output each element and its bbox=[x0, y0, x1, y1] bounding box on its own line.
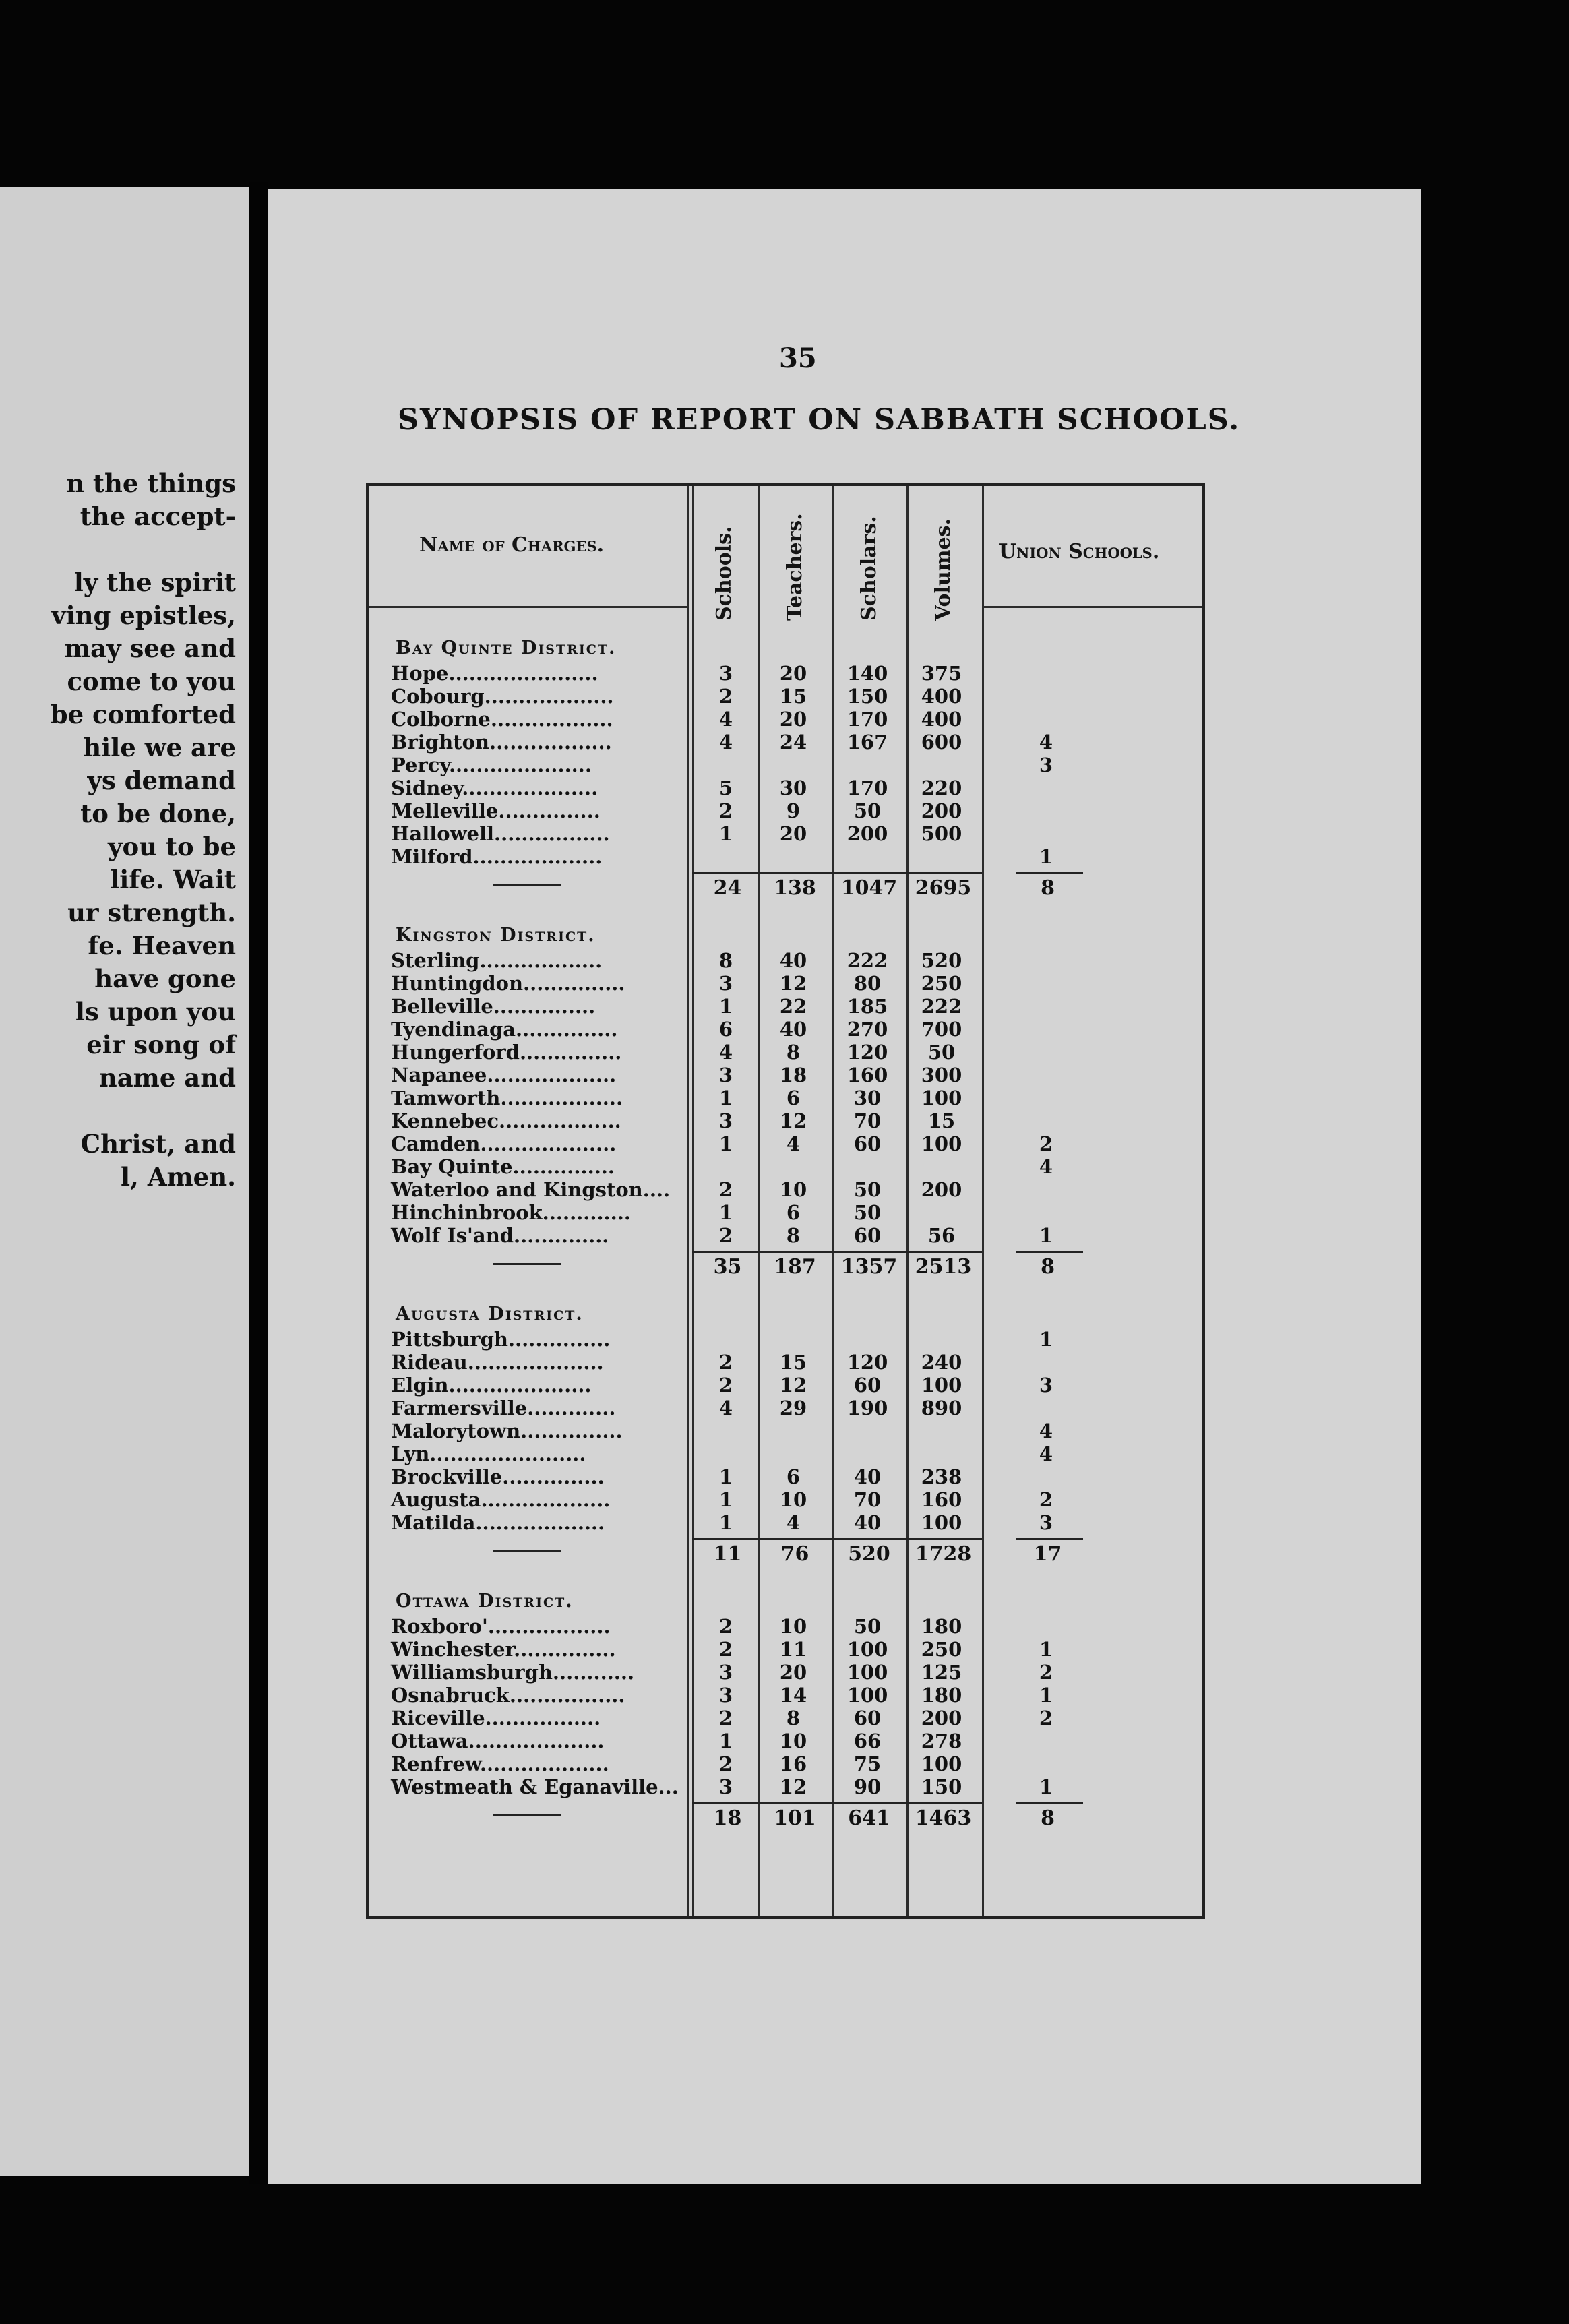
table-row bbox=[369, 972, 1202, 995]
cell-teachers: 4 bbox=[786, 1511, 801, 1534]
left-page-line: ys demand bbox=[87, 766, 236, 795]
charge-name: Melleville............... bbox=[391, 799, 601, 822]
cell-union: 2 bbox=[1039, 1661, 1053, 1684]
cell-volumes: 250 bbox=[921, 1638, 962, 1661]
charge-name: Colborne.................. bbox=[391, 708, 613, 731]
left-page-line bbox=[0, 1095, 236, 1128]
cell-schools: 4 bbox=[718, 1397, 733, 1419]
left-page-line: come to you bbox=[67, 667, 236, 696]
cell-teachers: 29 bbox=[779, 1397, 807, 1419]
cell-scholars: 170 bbox=[847, 776, 888, 799]
district-heading: Augusta District. bbox=[396, 1304, 584, 1324]
total-rule bbox=[692, 872, 982, 874]
cell-scholars: 150 bbox=[847, 685, 888, 708]
cell-teachers: 22 bbox=[779, 995, 807, 1018]
charge-name: Brighton.................. bbox=[391, 731, 612, 754]
cell-scholars: 120 bbox=[847, 1041, 888, 1064]
total-teachers: 101 bbox=[774, 1806, 816, 1830]
charge-name: Napanee................... bbox=[391, 1064, 617, 1087]
total-rule bbox=[692, 1802, 982, 1804]
cell-volumes: 150 bbox=[921, 1775, 962, 1798]
total-scholars: 1047 bbox=[840, 876, 898, 900]
total-rule bbox=[1016, 1538, 1083, 1540]
cell-schools: 1 bbox=[718, 1488, 733, 1511]
left-page bbox=[0, 187, 249, 2176]
cell-scholars: 70 bbox=[853, 1488, 882, 1511]
left-page-line: ving epistles, bbox=[51, 601, 236, 630]
cell-volumes: 238 bbox=[921, 1465, 962, 1488]
cell-scholars: 60 bbox=[853, 1132, 882, 1155]
cell-scholars: 80 bbox=[853, 972, 882, 995]
charge-name: Tyendinaga............... bbox=[391, 1018, 618, 1041]
table-row bbox=[369, 754, 1202, 776]
cell-schools: 3 bbox=[718, 1775, 733, 1798]
cell-scholars: 50 bbox=[853, 1615, 882, 1638]
book-gutter bbox=[249, 182, 268, 2184]
total-union: 8 bbox=[1041, 1806, 1055, 1830]
cell-teachers: 12 bbox=[779, 1374, 807, 1397]
cell-schools: 1 bbox=[718, 822, 733, 845]
cell-volumes: 375 bbox=[921, 662, 962, 685]
cell-union: 2 bbox=[1039, 1132, 1053, 1155]
cell-scholars: 40 bbox=[853, 1465, 882, 1488]
table-row bbox=[369, 1465, 1202, 1488]
cell-teachers: 30 bbox=[779, 776, 807, 799]
cell-volumes: 240 bbox=[921, 1351, 962, 1374]
cell-schools: 6 bbox=[718, 1018, 733, 1041]
cell-scholars: 100 bbox=[847, 1661, 888, 1684]
total-schools: 35 bbox=[713, 1255, 742, 1279]
charge-name: Percy..................... bbox=[391, 754, 592, 776]
cell-scholars: 185 bbox=[847, 995, 888, 1018]
charge-name: Camden.................... bbox=[391, 1132, 617, 1155]
cell-volumes: 56 bbox=[927, 1224, 956, 1247]
total-union: 8 bbox=[1041, 1255, 1055, 1279]
cell-volumes: 100 bbox=[921, 1132, 962, 1155]
cell-schools: 1 bbox=[718, 1511, 733, 1534]
table-row bbox=[369, 822, 1202, 845]
total-scholars: 641 bbox=[848, 1806, 890, 1830]
cell-schools: 1 bbox=[718, 1730, 733, 1752]
cell-schools: 3 bbox=[718, 662, 733, 685]
table-row bbox=[369, 1328, 1202, 1351]
cell-volumes: 600 bbox=[921, 731, 962, 754]
total-scholars: 520 bbox=[848, 1542, 890, 1566]
charge-name: Hinchinbrook............. bbox=[391, 1201, 631, 1224]
charge-name: Ottawa.................... bbox=[391, 1730, 605, 1752]
charge-name: Milford................... bbox=[391, 845, 603, 868]
charge-name: Hope...................... bbox=[391, 662, 598, 685]
cell-scholars: 100 bbox=[847, 1638, 888, 1661]
cell-teachers: 8 bbox=[786, 1707, 801, 1730]
cell-volumes: 278 bbox=[921, 1730, 962, 1752]
left-page-line: n the things bbox=[66, 468, 236, 498]
cell-scholars: 30 bbox=[853, 1087, 882, 1109]
table-row bbox=[369, 1109, 1202, 1132]
cell-union: 1 bbox=[1039, 1328, 1053, 1351]
total-schools: 18 bbox=[713, 1806, 742, 1830]
table-row bbox=[369, 1374, 1202, 1397]
cell-scholars: 60 bbox=[853, 1707, 882, 1730]
table-row bbox=[369, 995, 1202, 1018]
header-rule bbox=[982, 606, 1202, 608]
charge-name: Elgin..................... bbox=[391, 1374, 592, 1397]
cell-teachers: 15 bbox=[779, 1351, 807, 1374]
left-page-line: eir song of bbox=[86, 1030, 236, 1060]
total-teachers: 187 bbox=[774, 1255, 816, 1279]
charge-name: Matilda................... bbox=[391, 1511, 605, 1534]
table-row bbox=[369, 731, 1202, 754]
left-page-line: ur strength. bbox=[67, 898, 236, 927]
header-union-schools: Union Schools. bbox=[999, 540, 1160, 563]
table-row bbox=[369, 1488, 1202, 1511]
left-page-line: have gone bbox=[94, 964, 236, 993]
cell-schools: 2 bbox=[718, 1615, 733, 1638]
cell-scholars: 222 bbox=[847, 949, 888, 972]
cell-volumes: 100 bbox=[921, 1752, 962, 1775]
cell-scholars: 50 bbox=[853, 799, 882, 822]
left-page-line: you to be bbox=[107, 832, 236, 861]
charge-name: Waterloo and Kingston.... bbox=[391, 1178, 671, 1201]
cell-volumes: 300 bbox=[921, 1064, 962, 1087]
cell-teachers: 6 bbox=[786, 1201, 801, 1224]
left-page-line: ls upon you bbox=[75, 997, 236, 1027]
cell-teachers: 10 bbox=[779, 1615, 807, 1638]
table-row bbox=[369, 1775, 1202, 1798]
table-row bbox=[369, 1178, 1202, 1201]
left-page-line: the accept- bbox=[80, 501, 236, 531]
cell-union: 1 bbox=[1039, 1684, 1053, 1707]
cell-scholars: 140 bbox=[847, 662, 888, 685]
cell-teachers: 16 bbox=[779, 1752, 807, 1775]
total-rule bbox=[1016, 1802, 1083, 1804]
cell-schools: 1 bbox=[718, 1465, 733, 1488]
cell-schools: 3 bbox=[718, 972, 733, 995]
cell-union: 4 bbox=[1039, 1442, 1053, 1465]
cell-scholars: 60 bbox=[853, 1374, 882, 1397]
cell-schools: 2 bbox=[718, 1707, 733, 1730]
table-row bbox=[369, 799, 1202, 822]
total-teachers: 76 bbox=[780, 1542, 809, 1566]
charge-name: Hungerford............... bbox=[391, 1041, 622, 1064]
cell-teachers: 6 bbox=[786, 1465, 801, 1488]
cell-scholars: 70 bbox=[853, 1109, 882, 1132]
cell-teachers: 40 bbox=[779, 949, 807, 972]
table-row bbox=[369, 1351, 1202, 1374]
total-volumes: 2695 bbox=[915, 876, 972, 900]
left-page-line: may see and bbox=[63, 634, 236, 663]
total-volumes: 1463 bbox=[915, 1806, 972, 1830]
cell-scholars: 75 bbox=[853, 1752, 882, 1775]
cell-teachers: 15 bbox=[779, 685, 807, 708]
table-row bbox=[369, 1132, 1202, 1155]
cell-scholars: 40 bbox=[853, 1511, 882, 1534]
cell-schools: 3 bbox=[718, 1064, 733, 1087]
cell-schools: 2 bbox=[718, 799, 733, 822]
cell-volumes: 200 bbox=[921, 799, 962, 822]
cell-scholars: 66 bbox=[853, 1730, 882, 1752]
table-row bbox=[369, 776, 1202, 799]
cell-teachers: 4 bbox=[786, 1132, 801, 1155]
left-page-line: life. Wait bbox=[110, 865, 236, 894]
charge-name: Cobourg................... bbox=[391, 685, 614, 708]
cell-volumes: 200 bbox=[921, 1178, 962, 1201]
cell-scholars: 100 bbox=[847, 1684, 888, 1707]
table-row bbox=[369, 949, 1202, 972]
table-row bbox=[369, 1615, 1202, 1638]
cell-teachers: 20 bbox=[779, 1661, 807, 1684]
cell-schools: 8 bbox=[718, 949, 733, 972]
cell-scholars: 50 bbox=[853, 1178, 882, 1201]
cell-volumes: 222 bbox=[921, 995, 962, 1018]
charge-name: Sidney.................... bbox=[391, 776, 598, 799]
cell-scholars: 190 bbox=[847, 1397, 888, 1419]
district-heading: Ottawa District. bbox=[396, 1591, 574, 1612]
cell-schools: 4 bbox=[718, 1041, 733, 1064]
cell-teachers: 8 bbox=[786, 1224, 801, 1247]
table-row bbox=[369, 1752, 1202, 1775]
total-rule bbox=[692, 1251, 982, 1253]
charge-name: Pittsburgh............... bbox=[391, 1328, 611, 1351]
table-row bbox=[369, 708, 1202, 731]
cell-union: 2 bbox=[1039, 1707, 1053, 1730]
left-page-line: to be done, bbox=[80, 799, 236, 828]
cell-schools: 3 bbox=[718, 1661, 733, 1684]
charge-name: Augusta................... bbox=[391, 1488, 611, 1511]
cell-scholars: 200 bbox=[847, 822, 888, 845]
cell-volumes: 890 bbox=[921, 1397, 962, 1419]
table-row bbox=[369, 662, 1202, 685]
cell-schools: 1 bbox=[718, 1132, 733, 1155]
left-page-line: name and bbox=[98, 1063, 236, 1093]
cell-union: 3 bbox=[1039, 1511, 1053, 1534]
cell-scholars: 50 bbox=[853, 1201, 882, 1224]
left-page-line: l, Amen. bbox=[121, 1162, 236, 1192]
cell-union: 1 bbox=[1039, 1224, 1053, 1247]
cell-scholars: 167 bbox=[847, 731, 888, 754]
cell-volumes: 50 bbox=[927, 1041, 956, 1064]
charge-name: Lyn....................... bbox=[391, 1442, 586, 1465]
cell-scholars: 160 bbox=[847, 1064, 888, 1087]
left-page-line: Christ, and bbox=[80, 1129, 236, 1159]
total-dash bbox=[493, 1814, 561, 1816]
header-name-of-charges: Name of Charges. bbox=[419, 533, 605, 557]
cell-union: 1 bbox=[1039, 845, 1053, 868]
cell-schools: 2 bbox=[718, 685, 733, 708]
left-page-line: fe. Heaven bbox=[88, 931, 236, 960]
charge-name: Belleville............... bbox=[391, 995, 596, 1018]
cell-schools: 2 bbox=[718, 1178, 733, 1201]
cell-volumes: 400 bbox=[921, 708, 962, 731]
charge-name: Westmeath & Eganaville... bbox=[391, 1775, 679, 1798]
district-heading: Kingston District. bbox=[396, 925, 596, 946]
table-row bbox=[369, 1684, 1202, 1707]
cell-schools: 1 bbox=[718, 995, 733, 1018]
header-scholars: Scholars. bbox=[857, 516, 881, 621]
cell-volumes: 100 bbox=[921, 1374, 962, 1397]
page-number: 35 bbox=[779, 342, 817, 374]
charge-name: Brockville............... bbox=[391, 1465, 605, 1488]
cell-volumes: 200 bbox=[921, 1707, 962, 1730]
charge-name: Riceville................. bbox=[391, 1707, 601, 1730]
cell-union: 4 bbox=[1039, 1155, 1053, 1178]
header-volumes: Volumes. bbox=[931, 518, 955, 621]
cell-volumes: 15 bbox=[927, 1109, 956, 1132]
cell-scholars: 60 bbox=[853, 1224, 882, 1247]
cell-teachers: 10 bbox=[779, 1730, 807, 1752]
table-row bbox=[369, 1419, 1202, 1442]
left-page-text bbox=[0, 467, 236, 1194]
total-rule bbox=[692, 1538, 982, 1540]
header-schools: Schools. bbox=[712, 526, 736, 621]
cell-teachers: 12 bbox=[779, 1775, 807, 1798]
charge-name: Roxboro'.................. bbox=[391, 1615, 611, 1638]
cell-volumes: 220 bbox=[921, 776, 962, 799]
cell-teachers: 20 bbox=[779, 708, 807, 731]
cell-scholars: 270 bbox=[847, 1018, 888, 1041]
cell-schools: 4 bbox=[718, 731, 733, 754]
cell-volumes: 400 bbox=[921, 685, 962, 708]
cell-teachers: 24 bbox=[779, 731, 807, 754]
charge-name: Bay Quinte............... bbox=[391, 1155, 615, 1178]
cell-schools: 1 bbox=[718, 1087, 733, 1109]
total-rule bbox=[1016, 872, 1083, 874]
cell-schools: 2 bbox=[718, 1752, 733, 1775]
charge-name: Osnabruck................. bbox=[391, 1684, 625, 1707]
cell-volumes: 125 bbox=[921, 1661, 962, 1684]
sabbath-schools-table bbox=[366, 483, 1205, 1919]
cell-teachers: 10 bbox=[779, 1488, 807, 1511]
right-page bbox=[268, 189, 1421, 2184]
charge-name: Sterling.................. bbox=[391, 949, 603, 972]
table-row bbox=[369, 1018, 1202, 1041]
cell-union: 4 bbox=[1039, 731, 1053, 754]
charge-name: Kennebec.................. bbox=[391, 1109, 621, 1132]
table-row bbox=[369, 1511, 1202, 1534]
cell-schools: 2 bbox=[718, 1374, 733, 1397]
left-page-line bbox=[0, 533, 236, 566]
charge-name: Tamworth.................. bbox=[391, 1087, 623, 1109]
table-row bbox=[369, 1224, 1202, 1247]
cell-volumes: 250 bbox=[921, 972, 962, 995]
table-row bbox=[369, 1064, 1202, 1087]
total-dash bbox=[493, 1263, 561, 1265]
total-dash bbox=[493, 884, 561, 886]
cell-schools: 1 bbox=[718, 1201, 733, 1224]
cell-schools: 2 bbox=[718, 1224, 733, 1247]
total-volumes: 1728 bbox=[915, 1542, 972, 1566]
table-row bbox=[369, 1730, 1202, 1752]
left-page-line: hile we are bbox=[83, 733, 236, 762]
charge-name: Huntingdon............... bbox=[391, 972, 625, 995]
cell-union: 3 bbox=[1039, 1374, 1053, 1397]
total-rule bbox=[1016, 1251, 1083, 1253]
total-teachers: 138 bbox=[774, 876, 816, 900]
total-volumes: 2513 bbox=[915, 1255, 972, 1279]
table-row bbox=[369, 1442, 1202, 1465]
total-schools: 11 bbox=[713, 1542, 742, 1566]
charge-name: Renfrew................... bbox=[391, 1752, 609, 1775]
table-row bbox=[369, 1201, 1202, 1224]
cell-schools: 3 bbox=[718, 1684, 733, 1707]
cell-union: 2 bbox=[1039, 1488, 1053, 1511]
cell-teachers: 8 bbox=[786, 1041, 801, 1064]
cell-scholars: 90 bbox=[853, 1775, 882, 1798]
left-page-line: be comforted bbox=[50, 700, 236, 729]
cell-schools: 4 bbox=[718, 708, 733, 731]
cell-union: 1 bbox=[1039, 1775, 1053, 1798]
cell-volumes: 100 bbox=[921, 1087, 962, 1109]
table-row bbox=[369, 1041, 1202, 1064]
cell-teachers: 6 bbox=[786, 1087, 801, 1109]
charge-name: Farmersville............. bbox=[391, 1397, 616, 1419]
cell-teachers: 9 bbox=[786, 799, 801, 822]
cell-scholars: 170 bbox=[847, 708, 888, 731]
header-rule bbox=[369, 606, 687, 608]
charge-name: Winchester............... bbox=[391, 1638, 616, 1661]
cell-union: 3 bbox=[1039, 754, 1053, 776]
table-row bbox=[369, 1638, 1202, 1661]
charge-name: Hallowell................. bbox=[391, 822, 610, 845]
cell-volumes: 160 bbox=[921, 1488, 962, 1511]
cell-volumes: 500 bbox=[921, 822, 962, 845]
cell-volumes: 180 bbox=[921, 1684, 962, 1707]
header-teachers: Teachers. bbox=[783, 513, 807, 621]
cell-schools: 2 bbox=[718, 1638, 733, 1661]
cell-teachers: 40 bbox=[779, 1018, 807, 1041]
total-dash bbox=[493, 1550, 561, 1552]
cell-volumes: 520 bbox=[921, 949, 962, 972]
cell-teachers: 14 bbox=[779, 1684, 807, 1707]
table-row bbox=[369, 1087, 1202, 1109]
cell-union: 1 bbox=[1039, 1638, 1053, 1661]
cell-teachers: 12 bbox=[779, 1109, 807, 1132]
cell-union: 4 bbox=[1039, 1419, 1053, 1442]
cell-volumes: 180 bbox=[921, 1615, 962, 1638]
cell-teachers: 12 bbox=[779, 972, 807, 995]
charge-name: Wolf Is'and.............. bbox=[391, 1224, 609, 1247]
table-row bbox=[369, 685, 1202, 708]
cell-teachers: 20 bbox=[779, 822, 807, 845]
table-row bbox=[369, 1707, 1202, 1730]
table-row bbox=[369, 845, 1202, 868]
charge-name: Rideau.................... bbox=[391, 1351, 604, 1374]
total-union: 17 bbox=[1033, 1542, 1062, 1566]
cell-volumes: 100 bbox=[921, 1511, 962, 1534]
cell-teachers: 18 bbox=[779, 1064, 807, 1087]
table-row bbox=[369, 1397, 1202, 1419]
table-row bbox=[369, 1661, 1202, 1684]
cell-schools: 5 bbox=[718, 776, 733, 799]
cell-teachers: 11 bbox=[779, 1638, 807, 1661]
left-page-line: ly the spirit bbox=[73, 568, 236, 597]
district-heading: Bay Quinte District. bbox=[396, 638, 617, 659]
table-row bbox=[369, 1155, 1202, 1178]
charge-name: Williamsburgh............ bbox=[391, 1661, 635, 1684]
cell-teachers: 10 bbox=[779, 1178, 807, 1201]
total-schools: 24 bbox=[713, 876, 742, 900]
page-title: SYNOPSIS OF REPORT ON SABBATH SCHOOLS. bbox=[398, 403, 1241, 437]
charge-name: Malorytown............... bbox=[391, 1419, 623, 1442]
total-scholars: 1357 bbox=[840, 1255, 898, 1279]
cell-teachers: 20 bbox=[779, 662, 807, 685]
total-union: 8 bbox=[1041, 876, 1055, 900]
cell-schools: 3 bbox=[718, 1109, 733, 1132]
cell-volumes: 700 bbox=[921, 1018, 962, 1041]
cell-schools: 2 bbox=[718, 1351, 733, 1374]
cell-scholars: 120 bbox=[847, 1351, 888, 1374]
